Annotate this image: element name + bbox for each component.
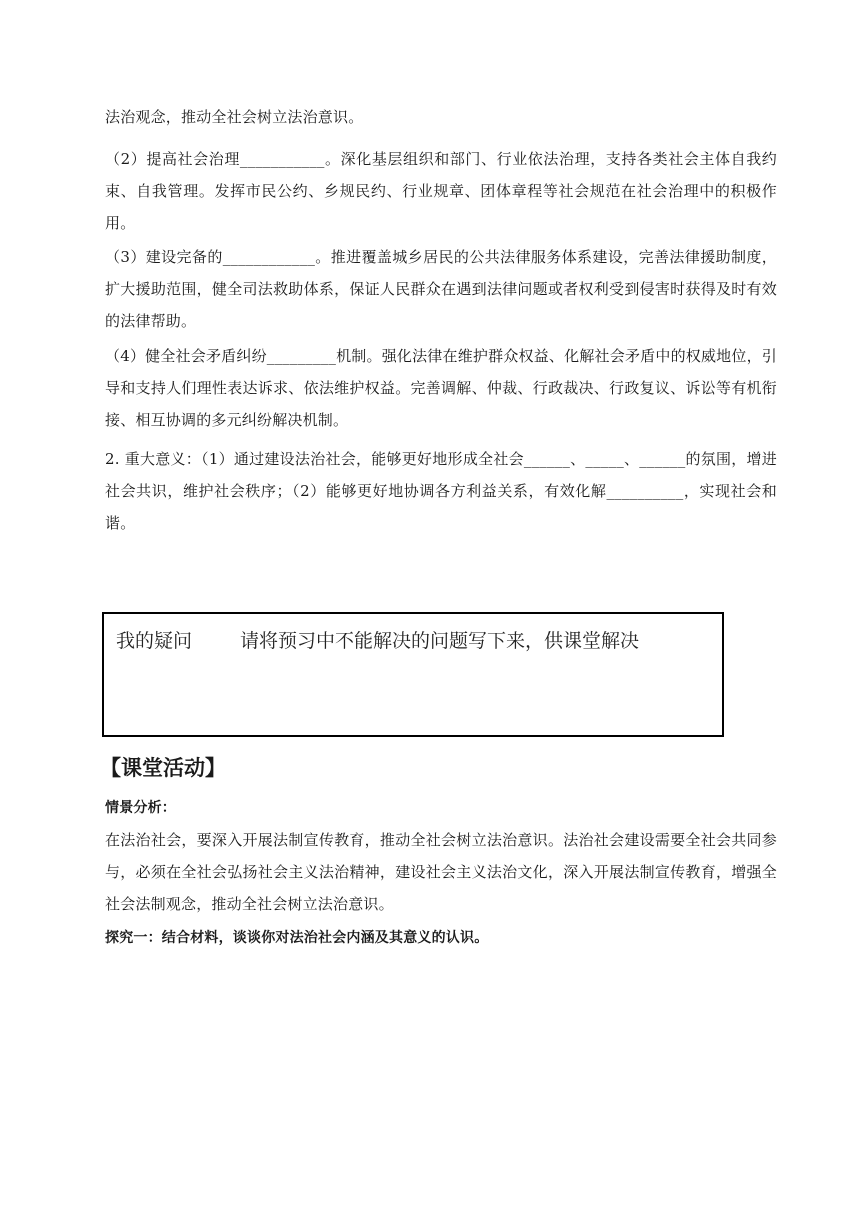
question-box-title: 我的疑问 [116,630,193,652]
section-heading-classroom-activity: 【课堂活动】 [100,756,226,780]
paragraph-item-4: （4）健全社会矛盾纠纷_________机制。强化法律在维护群众权益、化解社会矛盾中的权威地位，引导和支持人们理性表达诉求、依法维护权益。完善调解、仲裁、行政裁决、行政复议、诉讼等有机衔接、相互协调的多元纠纷解决机制。 [105,347,777,429]
my-questions-box[interactable] [102,612,724,737]
paragraph-continuation: 法治观念，推动全社会树立法治意识。 [105,108,364,126]
paragraph-item-2: （2）提高社会治理___________。深化基层组织和部门、行业依法治理，支持各类社会主体自我约束、自我管理。发挥市民公约、乡规民约、行业规章、团体章程等社会规范在社会治理中的积极作用。 [105,150,777,232]
question-box-hint: 请将预习中不能解决的问题写下来，供课堂解决 [240,630,640,652]
scenario-label: 情景分析： [105,800,176,816]
inquiry-one: 探究一：结合材料，谈谈你对法治社会内涵及其意义的认识。 [105,930,489,946]
paragraph-significance: 2. 重大意义：（1）通过建设法治社会，能够更好地形成全社会______、_____、______的氛围，增进社会共识，维护社会秩序；（2）能够更好地协调各方利益关系，有效化解__________，实现社会和谐。 [105,450,777,532]
paragraph-item-3: （3）建设完备的____________。推进覆盖城乡居民的公共法律服务体系建设，完善法律援助制度，扩大援助范围，健全司法救助体系，保证人民群众在遇到法律问题或者权利受到侵害时获得及时有效的法律帮助。 [105,248,777,330]
scenario-text: 在法治社会，要深入开展法制宣传教育，推动全社会树立法治意识。法治社会建设需要全社会共同参与，必须在全社会弘扬社会主义法治精神，建设社会主义法治文化，深入开展法制宣传教育，增强全社会法制观念，推动全社会树立法治意识。 [105,831,777,913]
